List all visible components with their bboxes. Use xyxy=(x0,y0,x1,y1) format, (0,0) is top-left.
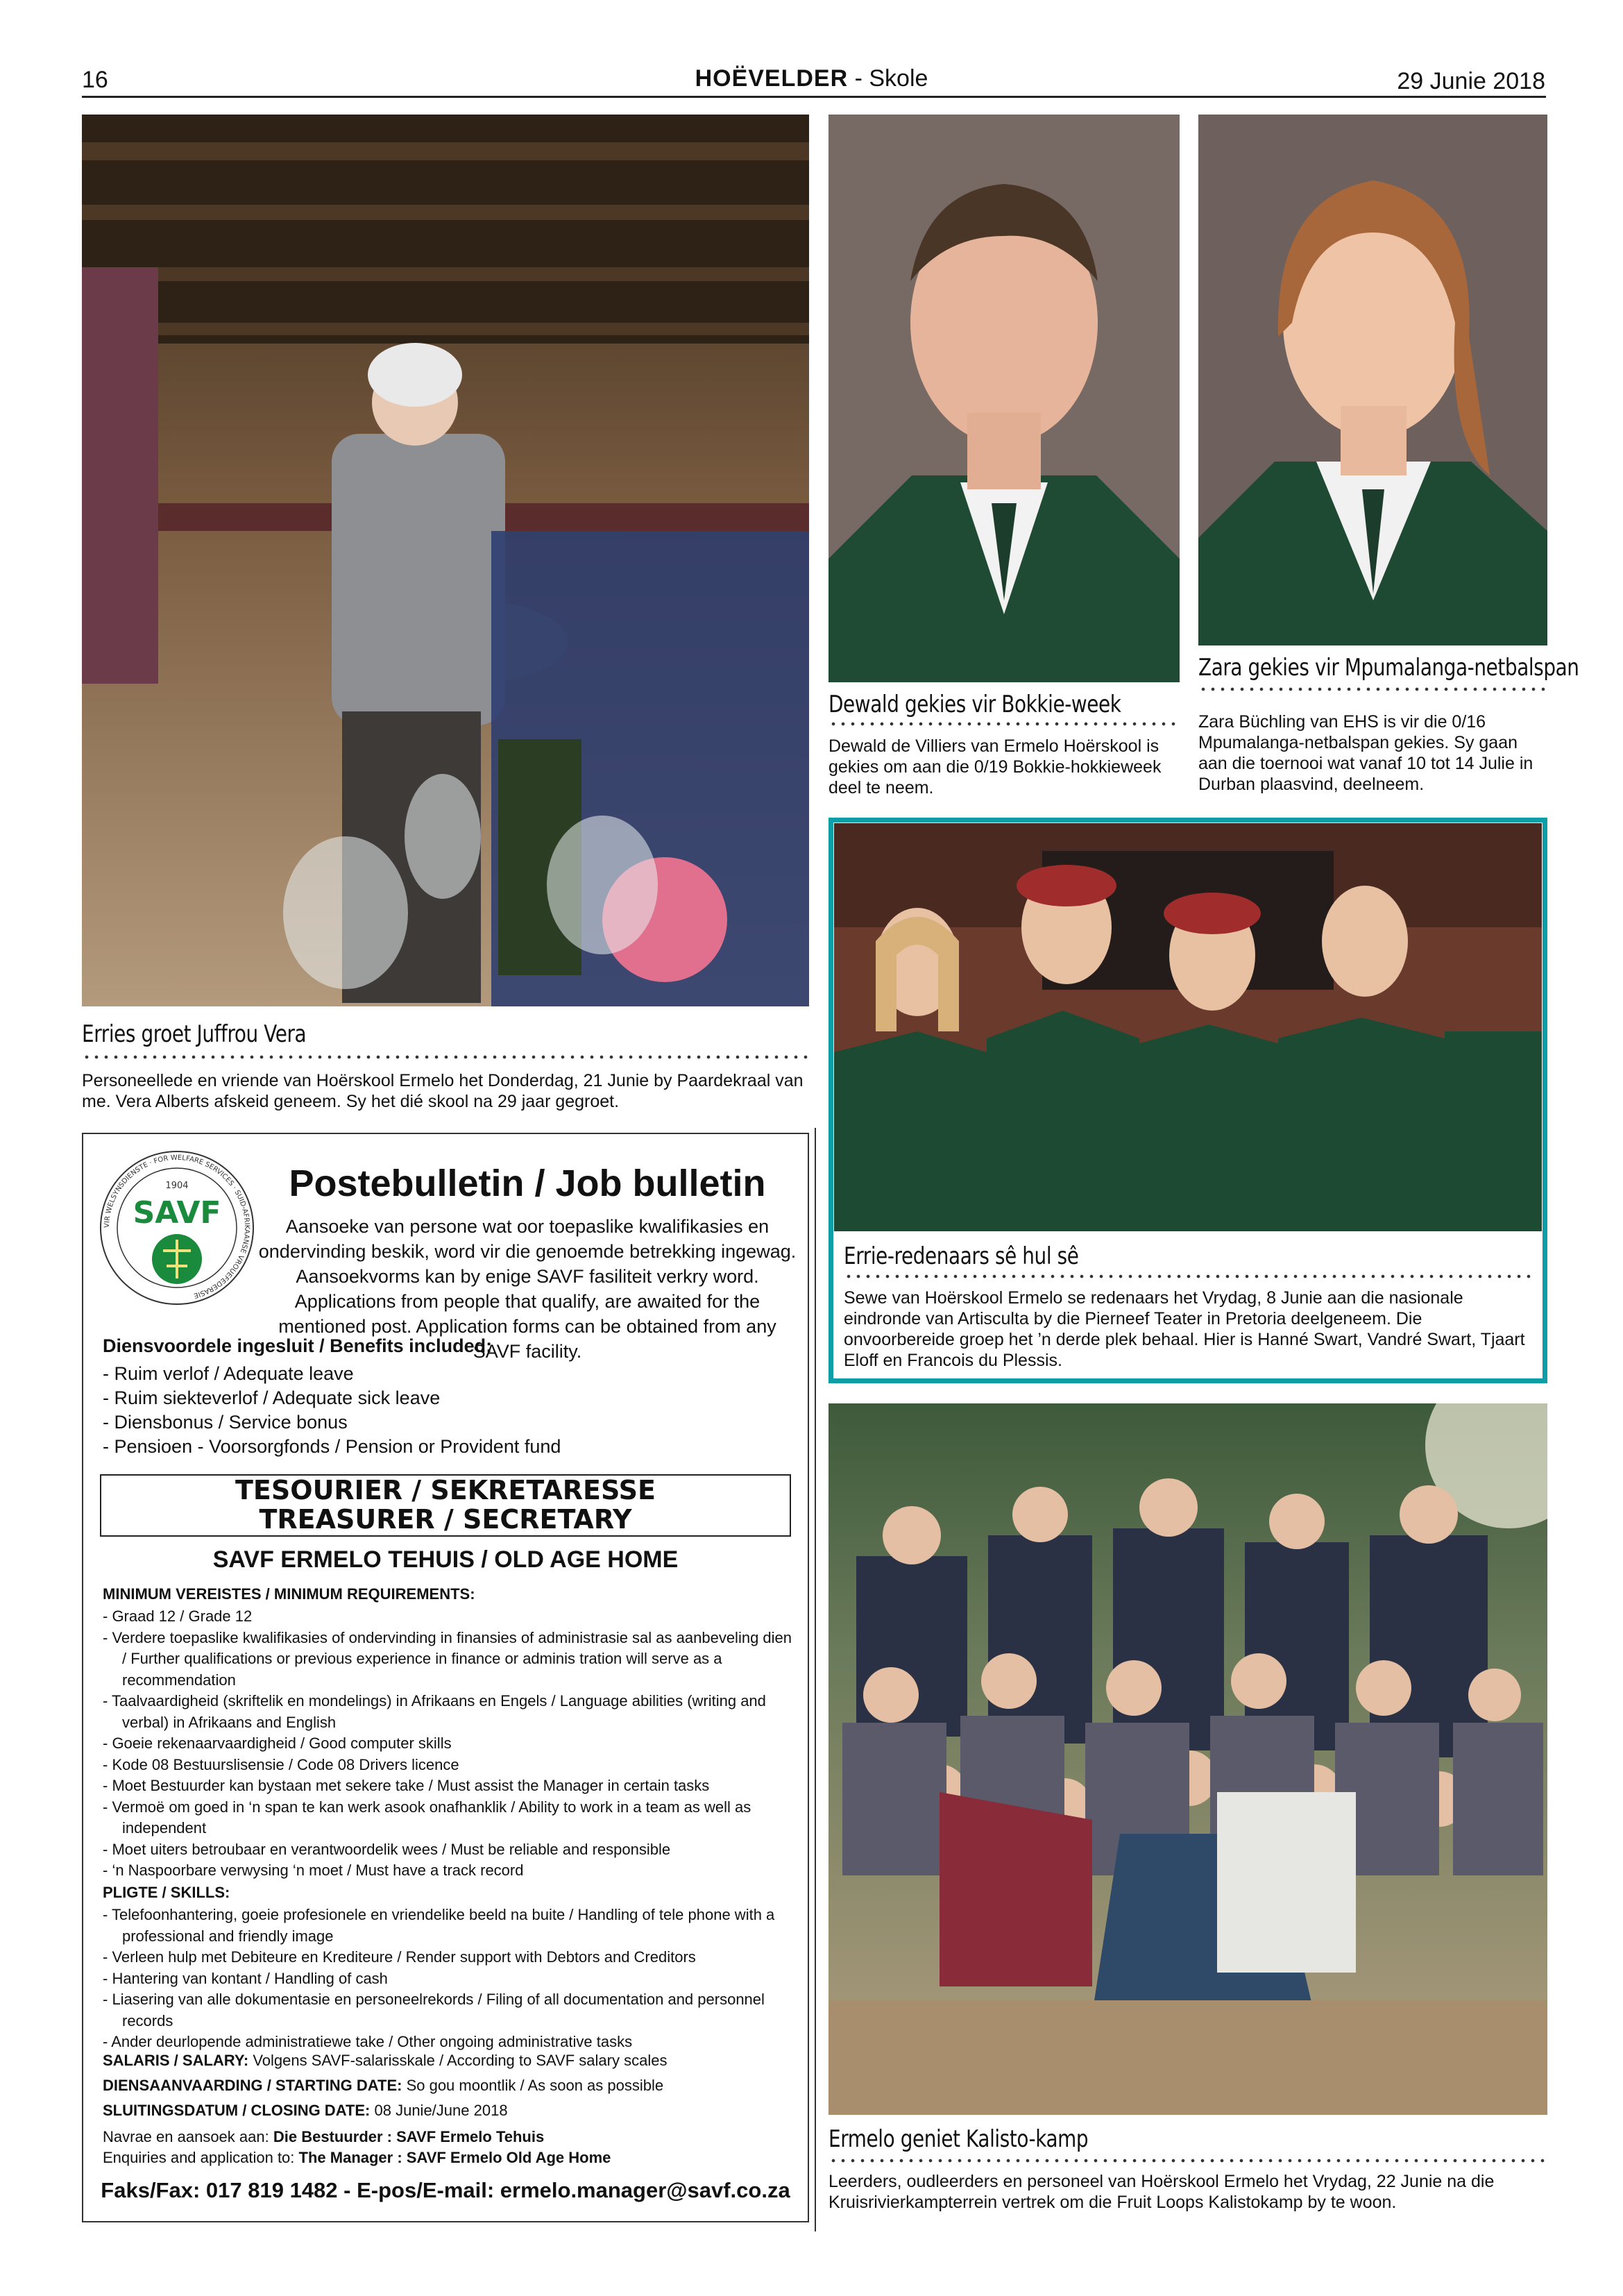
requirements-title: MINIMUM VEREISTES / MINIMUM REQUIREMENTS: xyxy=(103,1585,475,1603)
section-name: - Skole xyxy=(848,65,928,92)
requirement-item: - Moet uiters betroubaar en verantwoordelik wees / Must be reliable and responsible xyxy=(103,1840,671,1858)
benefit-item: - Diensbonus / Service bonus xyxy=(103,1412,348,1433)
requirement-item: - Kode 08 Bestuurslisensie / Code 08 Drivers licence xyxy=(103,1755,459,1773)
requirement-item: - Vermoë om goed in ‘n span te kan werk asook onafhanklik / Ability to work in a team as well as independent xyxy=(103,1798,751,1837)
benefits-list xyxy=(103,1362,797,1459)
dotted-rule-vera xyxy=(82,1055,809,1059)
salary-line xyxy=(103,2052,667,2070)
savf-logo-ring-text: VIR WELSYNSDIENSTE · FOR WELFARE SERVICES · SUID-AFRIKAANSE VROUEFEDERASIE xyxy=(103,1154,251,1299)
caption-title-dewald: Dewald gekies vir Bokkie-week xyxy=(829,691,1121,718)
closing-date-line xyxy=(103,2102,508,2120)
apply-af-value: Die Bestuurder : SAVF Ermelo Tehuis xyxy=(273,2128,545,2145)
starting-date-value: So gou moontlik / As soon as possible xyxy=(402,2077,664,2094)
apply-en-label: Enquiries and application to: xyxy=(103,2149,299,2166)
caption-body-redenaars: Sewe van Hoërskool Ermelo se redenaars het Vrydag, 8 Junie aan die nasionale eindronde van Artisculta by die Pierneef Teater in Pretoria deelgeneem. Die onvoorbereide groep het ’n derde plek behaal. Hier is Hanné Swart, Vandré Swart, Tjaart Eloff en Francois du Plessis. xyxy=(844,1288,1525,1370)
starting-date-label: DIENSAANVAARDING / STARTING DATE: xyxy=(103,2077,402,2094)
caption-title-zara: Zara gekies vir Mpumalanga-netbalspan xyxy=(1198,654,1579,682)
caption-title-redenaars: Errie-redenaars sê hul sê xyxy=(844,1242,1079,1270)
duties-list xyxy=(103,1905,797,2053)
apply-af-label: Navrae en aansoek aan: xyxy=(103,2128,273,2145)
column-divider xyxy=(815,1128,816,2231)
caption-body-kalisto: Leerders, oudleerders en personeel van Hoërskool Ermelo het Vrydag, 22 Junie na die Kruisrivierkampterrein vertrek om die Fruit Loops Kalistokamp by te woon. xyxy=(829,2172,1495,2212)
caption-title-vera: Erries groet Juffrou Vera xyxy=(82,1020,307,1048)
apply-en-value: The Manager : SAVF Ermelo Old Age Home xyxy=(298,2149,611,2166)
photo-dewald xyxy=(829,115,1180,682)
duty-item: - Ander deurlopende administratiewe take / Other ongoing administrative tasks xyxy=(103,2033,633,2050)
duty-item: - Liasering van alle dokumentasie en personeelrekords / Filing of all documentation and personnel records xyxy=(103,1991,765,2029)
apply-en-line xyxy=(103,2149,611,2167)
requirement-item: - Verdere toepaslike kwalifikasies of ondervinding in finansies of administrasie sal as aanbeveling dien / Further qualifications or previous experience in finance or adminis tration will serve as a recommendation xyxy=(103,1628,792,1689)
starting-date-line xyxy=(103,2077,663,2095)
dotted-rule-kalisto xyxy=(829,2159,1547,2163)
benefit-item: - Ruim verlof / Adequate leave xyxy=(103,1363,354,1384)
caption-body-zara: Zara Büchling van EHS is vir die 0/16 Mpumalanga-netbalspan gekies. Sy gaan aan die toernooi wat vanaf 10 tot 14 Julie in Durban plaasvind, deelneem. xyxy=(1198,712,1533,794)
job-bulletin-intro: Aansoeke van persone wat oor toepaslike kwalifikasies en ondervinding beskik, word vir die genoemde betrekking ingewag. Aansoekvorms kan by enige SAVF fasiliteit verkry word. Applications from people that qualify, are awaited for the mentioned post. Application forms can be obtained from any SAVF facility. xyxy=(258,1216,797,1362)
duty-item: - Telefoonhantering, goeie profesionele en vriendelike beeld na buite / Handling of tele phone with a professional and friendly image xyxy=(103,1906,775,1945)
dotted-rule-redenaars xyxy=(844,1274,1532,1278)
requirement-item: - Graad 12 / Grade 12 xyxy=(103,1607,253,1625)
benefit-item: - Ruim siekteverlof / Adequate sick leave xyxy=(103,1387,441,1408)
job-bulletin-heading: Postebulletin / Job bulletin xyxy=(289,1163,766,1204)
photo-zara xyxy=(1198,115,1547,645)
savf-logo-text: SAVF xyxy=(133,1195,221,1231)
contact-line[interactable]: Faks/Fax: 017 819 1482 - E-pos/E-mail: ermelo.manager@savf.co.za xyxy=(101,2178,790,2202)
salary-label: SALARIS / SALARY: xyxy=(103,2052,249,2069)
requirement-item: - Taalvaardigheid (skriftelik en mondelings) in Afrikaans en Engels / Language abilities (writing and verbal) in Afrikaans and English xyxy=(103,1692,766,1731)
requirement-item: - Goeie rekenaarvaardigheid / Good computer skills xyxy=(103,1734,452,1752)
duty-item: - Verleen hulp met Debiteure en Krediteure / Render support with Debtors and Creditors xyxy=(103,1948,696,1966)
masthead-name: HOËVELDER xyxy=(695,65,849,92)
duties-title: PLIGTE / SKILLS: xyxy=(103,1884,230,1901)
dotted-rule-zara xyxy=(1198,687,1547,691)
requirement-item: - Moet Bestuurder kan bystaan met sekere take / Must assist the Manager in certain tasks xyxy=(103,1777,710,1794)
photo-kalisto-camp xyxy=(829,1403,1547,2115)
position-title-box xyxy=(100,1474,791,1537)
closing-date-value: 08 Junie/June 2018 xyxy=(370,2102,508,2119)
apply-af-line xyxy=(103,2128,544,2146)
closing-date-label: SLUITINGSDATUM / CLOSING DATE: xyxy=(103,2102,371,2119)
photo-redenaars xyxy=(834,823,1542,1231)
position-title-en: TREASURER / SECRETARY xyxy=(259,1504,632,1535)
header-rule xyxy=(82,96,1546,98)
requirements-list xyxy=(103,1606,797,1882)
benefits-title: Diensvoordele ingesluit / Benefits included: xyxy=(103,1335,493,1356)
caption-body-dewald: Dewald de Villiers van Ermelo Hoërskool is gekies om aan die 0/19 Bokkie-hokkieweek deel te neem. xyxy=(829,736,1162,797)
employer-name: SAVF ERMELO TEHUIS / OLD AGE HOME xyxy=(212,1546,679,1573)
caption-body-vera: Personeellede en vriende van Hoërskool Ermelo het Donderdag, 21 Junie by Paardekraal van me. Vera Alberts afskeid geneem. Sy het dié skool na 29 jaar gegroet. xyxy=(82,1071,804,1111)
savf-logo-year: 1904 xyxy=(165,1181,189,1191)
dotted-rule-dewald xyxy=(829,722,1180,726)
newspaper-title xyxy=(0,65,1623,92)
requirement-item: - ‘n Naspoorbare verwysing ‘n moet / Must have a track record xyxy=(103,1862,524,1879)
caption-title-kalisto: Ermelo geniet Kalisto-kamp xyxy=(829,2125,1089,2153)
position-title-af: TESOURIER / SEKRETARESSE xyxy=(235,1475,656,1505)
issue-date: 29 Junie 2018 xyxy=(1397,68,1545,94)
duty-item: - Hantering van kontant / Handling of cash xyxy=(103,1969,388,1987)
photo-vera-farewell xyxy=(82,115,809,1006)
savf-logo xyxy=(97,1148,257,1308)
salary-value: Volgens SAVF-salarisskale / According to SAVF salary scales xyxy=(248,2052,668,2069)
page-number: 16 xyxy=(82,67,108,93)
benefit-item: - Pensioen - Voorsorgfonds / Pension or Provident fund xyxy=(103,1436,561,1457)
job-bulletin-advert xyxy=(82,1133,809,2222)
